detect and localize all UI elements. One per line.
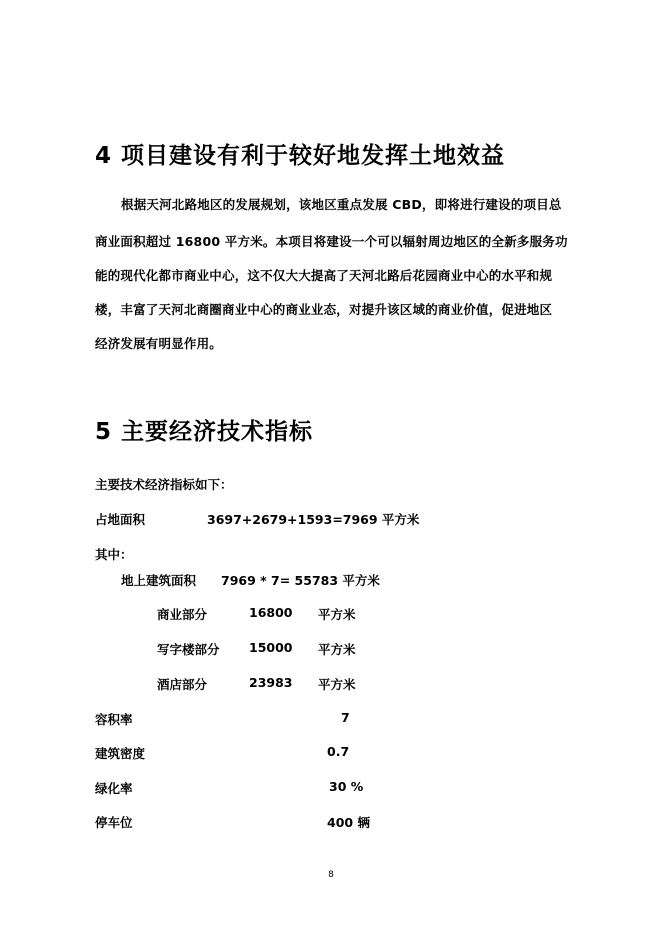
indicators-intro: 主要技术经济指标如下： bbox=[95, 477, 233, 492]
of-which-label: 其中： bbox=[95, 547, 133, 562]
building-density-label: 建筑密度 bbox=[95, 746, 146, 761]
section-4-heading: 4 项目建设有利于较好地发挥土地效益 bbox=[95, 143, 506, 169]
section-5-heading: 5 主要经济技术指标 bbox=[95, 419, 314, 445]
page-number: 8 bbox=[328, 870, 334, 880]
plot-ratio-value: 7 bbox=[341, 710, 350, 725]
green-ratio-label: 绿化率 bbox=[95, 781, 133, 796]
paragraph-line: 能的现代化都市商业中心，这不仅大大提高了天河北路后花园商业中心的水平和规 bbox=[95, 268, 553, 283]
commercial-part-label: 商业部分 bbox=[157, 607, 208, 622]
plot-ratio-label: 容积率 bbox=[95, 712, 133, 727]
office-part-value: 15000 bbox=[249, 640, 293, 655]
parking-label: 停车位 bbox=[95, 815, 133, 830]
hotel-part-label: 酒店部分 bbox=[157, 677, 208, 692]
building-density-value: 0.7 bbox=[327, 744, 350, 759]
site-area-value: 3697+2679+1593=7969 平方米 bbox=[207, 512, 420, 527]
parking-value: 400 辆 bbox=[327, 815, 370, 830]
office-part-unit: 平方米 bbox=[318, 642, 356, 657]
paragraph-line: 经济发展有明显作用。 bbox=[95, 336, 223, 351]
site-area-label: 占地面积 bbox=[95, 512, 146, 527]
above-ground-area-value: 7969 * 7= 55783 平方米 bbox=[221, 573, 380, 588]
paragraph-line: 楼，丰富了天河北商圈商业中心的商业业态，对提升该区域的商业价值，促进地区 bbox=[95, 302, 553, 317]
paragraph-line: 根据天河北路地区的发展规划，该地区重点发展 CBD，即将进行建设的项目总 bbox=[121, 197, 562, 212]
office-part-label: 写字楼部分 bbox=[157, 642, 220, 657]
hotel-part-value: 23983 bbox=[249, 675, 293, 690]
above-ground-area-label: 地上建筑面积 bbox=[121, 573, 197, 588]
hotel-part-unit: 平方米 bbox=[318, 677, 356, 692]
paragraph-line: 商业面积超过 16800 平方米。本项目将建设一个可以辐射周边地区的全新多服务功 bbox=[95, 234, 568, 249]
green-ratio-value: 30 % bbox=[329, 779, 364, 794]
commercial-part-unit: 平方米 bbox=[318, 607, 356, 622]
commercial-part-value: 16800 bbox=[249, 605, 293, 620]
